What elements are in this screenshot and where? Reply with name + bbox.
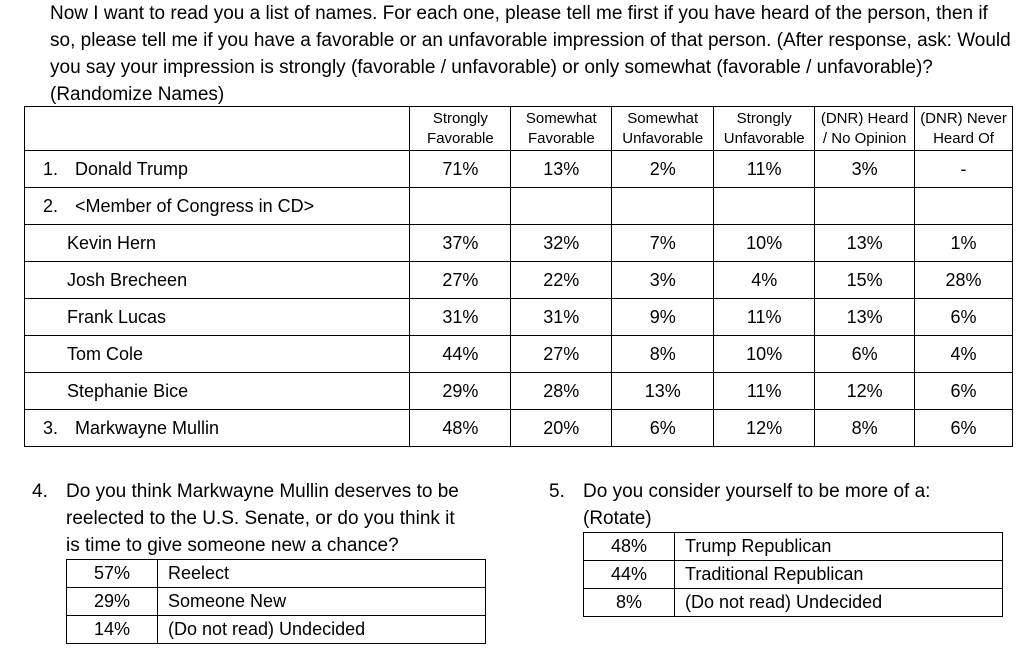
intro-text: Now I want to read you a list of names. For each one, please tell me first if you have heard of the person, then if so, please tell me if you have a favorable or an unfavorable impression of that person. (After response, ask: Would you say your impression is strongly (favorable / unfavorable) or only somewhat (favorable / unfavorable)? (Randomize Names) [50,3,1011,105]
header-row [25,107,1013,151]
response-label: Trump Republican [675,533,1003,561]
value-cell: 8% [612,336,714,373]
value-cell: 28% [915,262,1013,299]
value-cell: 32% [511,225,612,262]
response-percent: 44% [584,561,675,589]
row-name: Markwayne Mullin [75,417,220,438]
value-cell: 13% [511,151,612,188]
response-row [584,561,1003,589]
question-4-table [66,559,486,644]
favorability-table [24,106,1013,447]
response-percent: 14% [67,616,158,644]
value-cell: 3% [612,262,714,299]
row-name: Tom Cole [67,343,144,364]
response-label: Reelect [158,560,486,588]
value-cell: 1% [915,225,1013,262]
value-cell: 10% [714,225,815,262]
table-row [25,151,1013,188]
value-cell: 9% [612,299,714,336]
value-cell: 13% [612,373,714,410]
row-number: 1. [43,158,59,179]
row-number: 3. [43,417,59,438]
header-name-cell [25,107,410,151]
row-name: Donald Trump [75,158,189,179]
value-cell: 27% [511,336,612,373]
response-label: (Do not read) Undecided [158,616,486,644]
name-cell [25,336,410,373]
response-row [584,589,1003,617]
value-cell: 6% [612,410,714,447]
header-strongly-unfavorable: Strongly Unfavorable [714,107,815,151]
value-cell: 48% [410,410,511,447]
name-cell [25,373,410,410]
value-cell [612,188,714,225]
name-cell [25,225,410,262]
row-name: <Member of Congress in CD> [75,195,315,216]
row-number: 2. [43,195,59,216]
question-4 [32,478,459,559]
name-cell [25,299,410,336]
row-name: Frank Lucas [67,306,167,327]
response-label: (Do not read) Undecided [675,589,1003,617]
name-cell [25,262,410,299]
value-cell: 12% [714,410,815,447]
response-percent: 57% [67,560,158,588]
value-cell: 37% [410,225,511,262]
value-cell: 4% [915,336,1013,373]
value-cell: 11% [714,373,815,410]
response-percent: 48% [584,533,675,561]
question-5-table [583,532,1003,617]
header-somewhat-favorable: Somewhat Favorable [511,107,612,151]
response-label: Someone New [158,588,486,616]
question-4-text: Do you think Markwayne Mullin deserves to be reelected to the U.S. Senate, or do you think it is time to give someone new a chance? [66,481,459,556]
header-never-heard: (DNR) Never Heard Of [915,107,1013,151]
header-somewhat-unfavorable: Somewhat Unfavorable [612,107,714,151]
value-cell: 4% [714,262,815,299]
question-5-number: 5. [549,481,565,502]
value-cell: 12% [815,373,915,410]
value-cell: 13% [815,225,915,262]
name-cell [25,188,410,225]
value-cell: 10% [714,336,815,373]
table-row [25,373,1013,410]
value-cell: 31% [511,299,612,336]
value-cell: 6% [915,299,1013,336]
value-cell: 8% [815,410,915,447]
table-row [25,299,1013,336]
response-percent: 29% [67,588,158,616]
response-row [67,616,486,644]
table-row [25,336,1013,373]
value-cell: 31% [410,299,511,336]
value-cell: 6% [815,336,915,373]
value-cell [915,188,1013,225]
value-cell [511,188,612,225]
row-name: Stephanie Bice [67,380,189,401]
question-5 [549,478,930,532]
question-5-text: Do you consider yourself to be more of a: (Rotate) [583,481,931,529]
value-cell: 22% [511,262,612,299]
value-cell: 71% [410,151,511,188]
name-cell [25,151,410,188]
table-row [25,410,1013,447]
row-name: Kevin Hern [67,232,157,253]
table-row [25,188,1013,225]
value-cell: 6% [915,410,1013,447]
value-cell: 3% [815,151,915,188]
value-cell: 28% [511,373,612,410]
response-label: Traditional Republican [675,561,1003,589]
value-cell: 11% [714,299,815,336]
response-percent: 8% [584,589,675,617]
value-cell [410,188,511,225]
value-cell: 27% [410,262,511,299]
value-cell: 11% [714,151,815,188]
value-cell: 20% [511,410,612,447]
table-row [25,262,1013,299]
value-cell: 2% [612,151,714,188]
value-cell [815,188,915,225]
value-cell [714,188,815,225]
response-row [67,588,486,616]
table-row [25,225,1013,262]
value-cell: 6% [915,373,1013,410]
value-cell: 44% [410,336,511,373]
value-cell: - [915,151,1013,188]
value-cell: 15% [815,262,915,299]
header-strongly-favorable: Strongly Favorable [410,107,511,151]
row-name: Josh Brecheen [67,269,188,290]
response-row [584,533,1003,561]
name-cell [25,410,410,447]
question-4-number: 4. [32,481,48,502]
value-cell: 7% [612,225,714,262]
header-heard-no-opinion: (DNR) Heard / No Opinion [815,107,915,151]
value-cell: 29% [410,373,511,410]
response-row [67,560,486,588]
value-cell: 13% [815,299,915,336]
